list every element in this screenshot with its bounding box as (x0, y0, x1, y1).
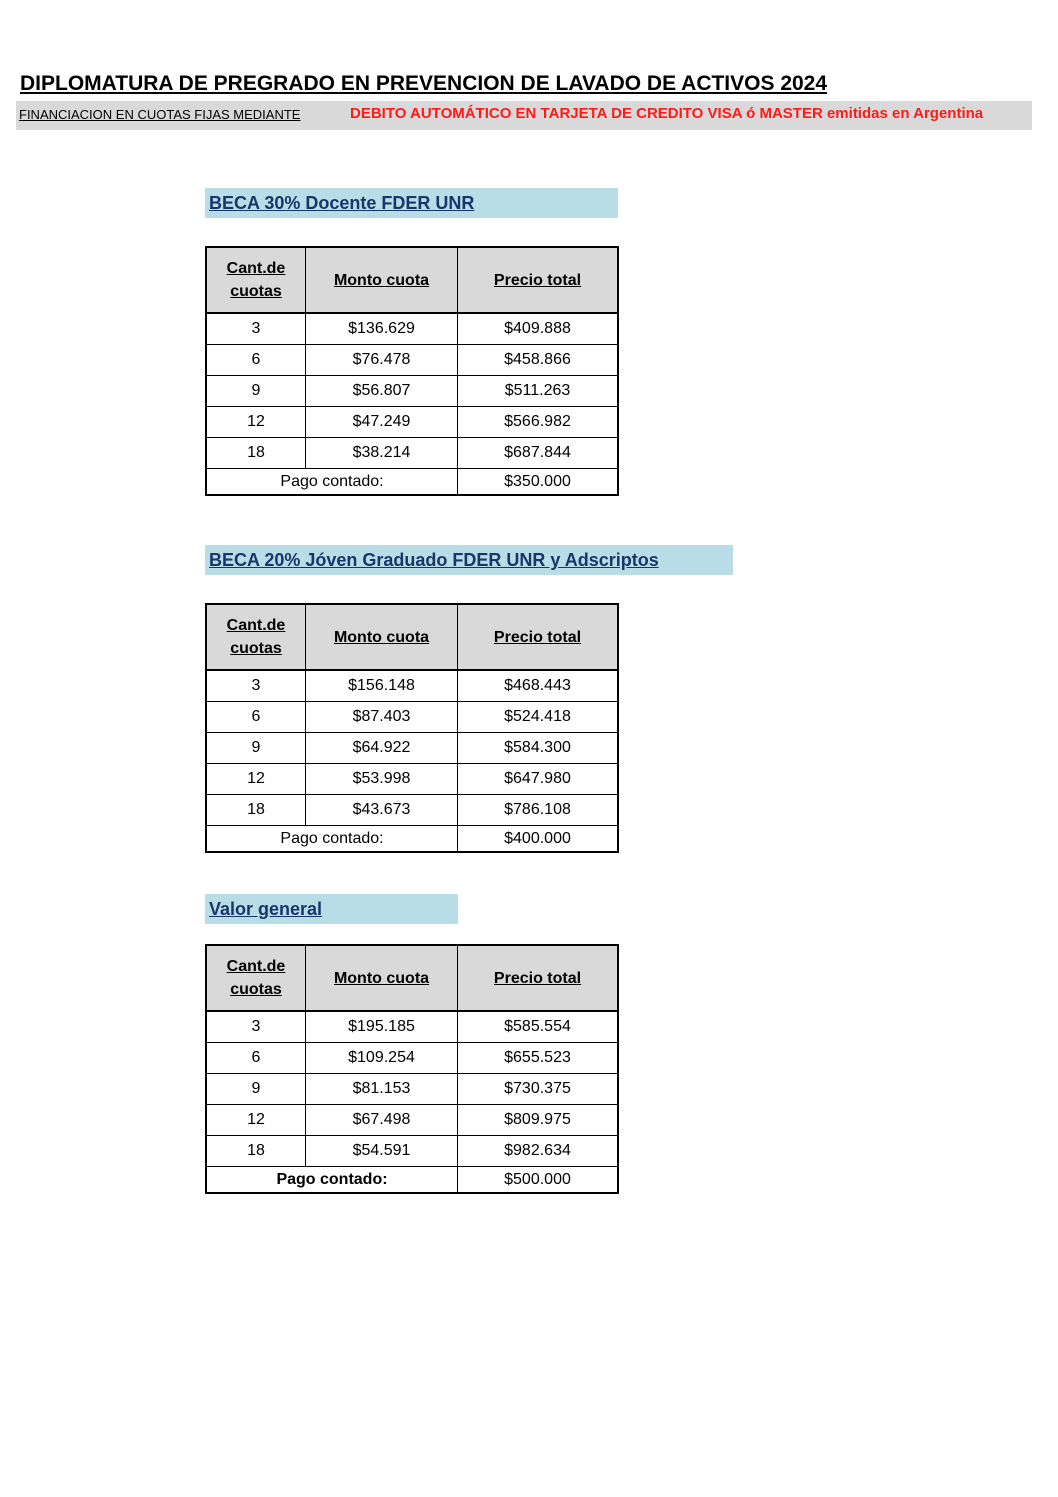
cell-monto: $56.807 (306, 376, 458, 407)
cell-cuotas: 9 (206, 1074, 306, 1105)
col-header-monto: Monto cuota (306, 247, 458, 313)
cell-total: $468.443 (458, 670, 619, 702)
table-row (206, 407, 618, 438)
section-heading: BECA 30% Docente FDER UNR (209, 193, 475, 213)
table-row (206, 733, 618, 764)
fees-table-beca-30 (205, 246, 619, 496)
table-row (206, 345, 618, 376)
cell-total: $524.418 (458, 702, 619, 733)
cell-monto: $109.254 (306, 1043, 458, 1074)
cell-monto: $136.629 (306, 313, 458, 345)
table-row (206, 313, 618, 345)
col-header-cuotas: Cant.de cuotas (206, 604, 306, 670)
table-header-row (206, 604, 618, 670)
section-header-beca-30 (205, 188, 618, 218)
table-row (206, 1043, 618, 1074)
cell-total: $809.975 (458, 1105, 619, 1136)
col-header-total: Precio total (458, 604, 619, 670)
page-title: DIPLOMATURA DE PREGRADO EN PREVENCION DE LAVADO DE ACTIVOS 2024 (20, 72, 828, 95)
cell-monto: $87.403 (306, 702, 458, 733)
cell-total: $409.888 (458, 313, 619, 345)
cash-value: $500.000 (458, 1167, 619, 1194)
cell-cuotas: 18 (206, 1136, 306, 1167)
cell-total: $647.980 (458, 764, 619, 795)
cell-cuotas: 6 (206, 1043, 306, 1074)
cell-total: $730.375 (458, 1074, 619, 1105)
table-header-row (206, 945, 618, 1011)
cell-cuotas: 18 (206, 795, 306, 826)
cell-total: $566.982 (458, 407, 619, 438)
table-row (206, 438, 618, 469)
col-header-total: Precio total (458, 945, 619, 1011)
cell-monto: $67.498 (306, 1105, 458, 1136)
cash-row (206, 469, 618, 496)
col-header-monto: Monto cuota (306, 945, 458, 1011)
table-header-row (206, 247, 618, 313)
cell-cuotas: 3 (206, 670, 306, 702)
cell-total: $585.554 (458, 1011, 619, 1043)
cash-label: Pago contado: (206, 826, 458, 853)
table-row (206, 1011, 618, 1043)
cell-monto: $64.922 (306, 733, 458, 764)
cell-total: $687.844 (458, 438, 619, 469)
cell-cuotas: 12 (206, 407, 306, 438)
section-heading: Valor general (209, 899, 323, 919)
table-row (206, 1105, 618, 1136)
cell-cuotas: 9 (206, 376, 306, 407)
cell-cuotas: 9 (206, 733, 306, 764)
cash-row (206, 826, 618, 853)
cell-monto: $81.153 (306, 1074, 458, 1105)
table-row (206, 1074, 618, 1105)
subtitle-text: FINANCIACION EN CUOTAS FIJAS MEDIANTE (19, 107, 301, 122)
cell-cuotas: 12 (206, 1105, 306, 1136)
section-header-valor-general (205, 894, 458, 924)
cell-cuotas: 18 (206, 438, 306, 469)
subtitle-highlight: DEBITO AUTOMÁTICO EN TARJETA DE CREDITO VISA ó MASTER emitidas en Argentina (350, 105, 984, 122)
table-row (206, 702, 618, 733)
section-header-beca-20 (205, 545, 733, 575)
cash-value: $350.000 (458, 469, 619, 496)
table-row (206, 795, 618, 826)
table-row (206, 764, 618, 795)
cell-monto: $195.185 (306, 1011, 458, 1043)
cell-cuotas: 6 (206, 345, 306, 376)
cash-row (206, 1167, 618, 1194)
col-header-monto: Monto cuota (306, 604, 458, 670)
cell-total: $982.634 (458, 1136, 619, 1167)
col-header-cuotas: Cant.de cuotas (206, 945, 306, 1011)
cell-cuotas: 12 (206, 764, 306, 795)
cell-total: $458.866 (458, 345, 619, 376)
cell-monto: $47.249 (306, 407, 458, 438)
financing-subtitle (16, 101, 1032, 130)
cell-monto: $76.478 (306, 345, 458, 376)
cell-total: $655.523 (458, 1043, 619, 1074)
col-header-cuotas: Cant.de cuotas (206, 247, 306, 313)
cell-monto: $38.214 (306, 438, 458, 469)
cell-monto: $43.673 (306, 795, 458, 826)
cell-cuotas: 3 (206, 1011, 306, 1043)
table-row (206, 376, 618, 407)
table-row (206, 1136, 618, 1167)
cell-cuotas: 3 (206, 313, 306, 345)
fees-table-valor-general (205, 944, 619, 1194)
cell-cuotas: 6 (206, 702, 306, 733)
cell-monto: $156.148 (306, 670, 458, 702)
col-header-total: Precio total (458, 247, 619, 313)
cell-total: $511.263 (458, 376, 619, 407)
cash-label: Pago contado: (206, 1167, 458, 1194)
cell-total: $584.300 (458, 733, 619, 764)
table-row (206, 670, 618, 702)
cell-monto: $54.591 (306, 1136, 458, 1167)
section-heading: BECA 20% Jóven Graduado FDER UNR y Adscriptos (209, 550, 659, 570)
fees-table-beca-20 (205, 603, 619, 853)
cell-monto: $53.998 (306, 764, 458, 795)
cash-value: $400.000 (458, 826, 619, 853)
cell-total: $786.108 (458, 795, 619, 826)
cash-label: Pago contado: (206, 469, 458, 496)
